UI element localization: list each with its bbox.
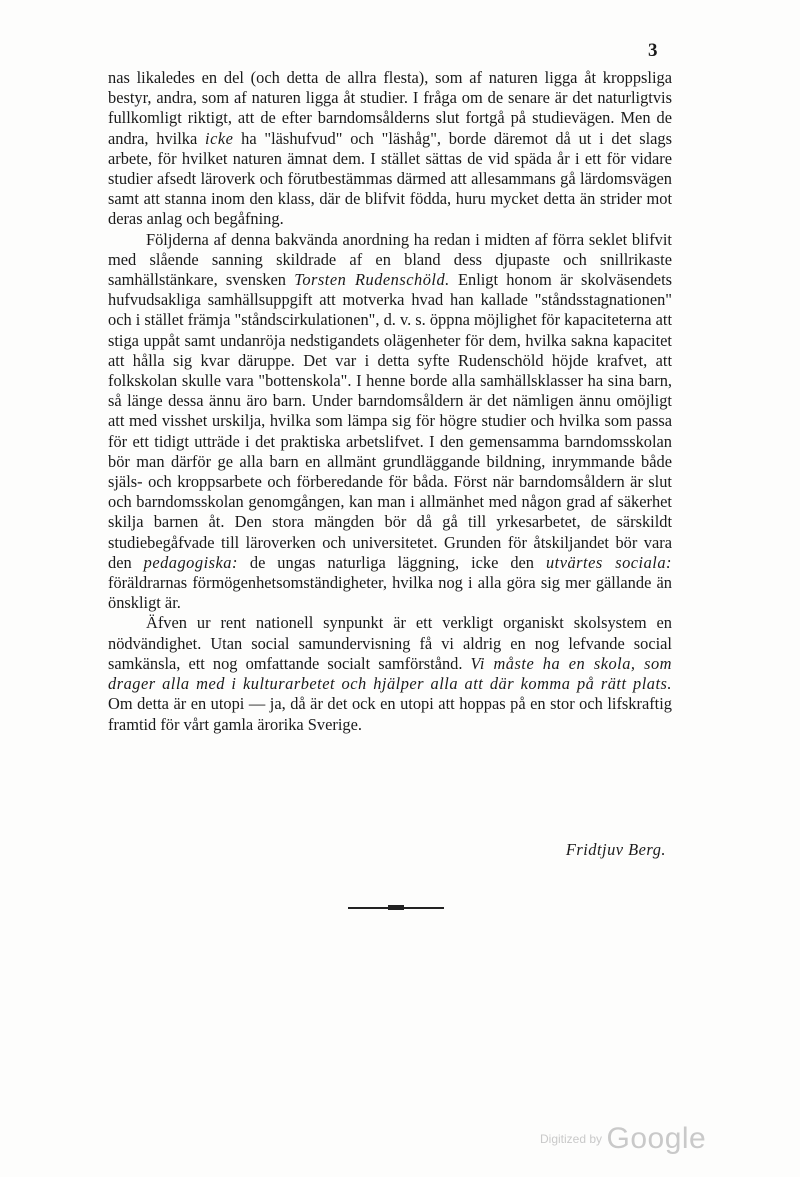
- text-run: de ungas naturliga läggning, icke den: [237, 552, 546, 572]
- text-run: Om detta är en utopi — ja, då är det ock en utopi att hoppas på en stor och lifskraftig framtid för vårt gamla ärorika Sverige.: [108, 694, 672, 734]
- digitized-watermark: [540, 1122, 706, 1156]
- paragraph-2: [108, 230, 672, 614]
- author-signature: Fridtjuv Berg.: [565, 840, 666, 859]
- section-end-ornament: [348, 902, 444, 914]
- google-logo: Google: [606, 1122, 707, 1155]
- paragraph-1: [108, 68, 672, 230]
- ornament-line-left: [348, 907, 388, 909]
- text-run: Enligt honom är skolväsendets hufvudsakliga samhällsuppgift att motverka hvad han kallade "ståndsstagnationen" och i stället främja "ståndscirkulationen", d. v. s. öppna möjlighet för kapaciteterna att stiga uppåt samt undanröja nedstigandets olägenheter för dem, hvilka sakna kapacitet att hålla sig kvar däruppe. Det var i detta syfte Rudenschöld höjde krafvet, att folkskolan skulle vara "bottenskola". I henne borde alla samhällsklasser ha sina barn, så länge dessa ännu äro barn. Under barndomsåldern är det nämligen ännu omöjligt att med visshet urskilja, hvilka som lämpa sig för högre studier och hvilka som passa för ett tidigt utträde i det praktiska arbetslifvet. I den gemensamma barndomsskolan bör man därför ge alla barn en allmänt grundläggande bildning, inrymmande både själs- och kroppsarbete och förberedande för båda. Först när barndomsåldern är slut och barndomsskolan genomgången, kan man i allmänhet med någon grad af säkerhet skilja barnen åt. Den stora mängden bör då gå till yrkesarbetet, de särskildt studiebegåfvade till läroverken och universitetet. Grunden för åtskiljandet bör vara den: [108, 270, 673, 572]
- text-run: Äfven ur rent nationell synpunkt är ett verkligt organiskt skolsystem en nödvändighet. Utan social samundervisning få vi aldrig en nog lefvande social samkänsla, ett nog omfattande socialt samförstånd.: [108, 613, 672, 673]
- italic-text-run: utvärtes sociala:: [545, 552, 673, 572]
- watermark-prefix: Digitized by: [540, 1132, 603, 1146]
- italic-text-run: Vi måste ha en skola, som drager alla med i kulturarbetet och hjälper alla att där komma på rätt plats.: [108, 653, 672, 694]
- italic-text-run: icke: [205, 128, 234, 148]
- ornament-center-mark: [388, 905, 404, 910]
- page-number: 3: [648, 40, 658, 61]
- paragraph-3: [108, 613, 672, 734]
- italic-text-run: pedagogiska:: [143, 552, 238, 572]
- text-run: Följderna af denna bakvända anordning ha redan i midten af förra seklet blifvit med slående sanning skildrade af en bland dess djupaste och snillrikaste samhällstänkare, svensken: [108, 229, 672, 290]
- body-text: [108, 68, 672, 735]
- ornament-line-right: [404, 907, 444, 909]
- italic-text-run: Torsten Rudenschöld.: [294, 270, 450, 290]
- text-run: nas likaledes en del (och detta de allra flesta), som af naturen ligga åt kroppsliga bestyr, andra, som af naturen ligga åt studier. I fråga om de senare är det naturligtvis fullkomligt riktigt, att de efter barndomsålderns slut fortgå på studievägen. Men de andra, hvilka: [108, 68, 672, 148]
- text-run: ha "läshufvud" och "läshåg", borde däremot då ut i det slags arbete, för hvilket naturen ämnat dem. I stället sättas de vid späda år i ett för vidare studier afsedt läroverk och förutbestämmas därmed att allesammans gå lärdomsvägen samt att stanna inom den klass, där de blifvit födda, huru mycket detta än strider mot deras anlag och begåfning.: [108, 128, 672, 229]
- text-run: föräldrarnas förmögenhetsomständigheter, hvilka nog i alla göra sig mer gällande än önskligt är.: [108, 573, 672, 613]
